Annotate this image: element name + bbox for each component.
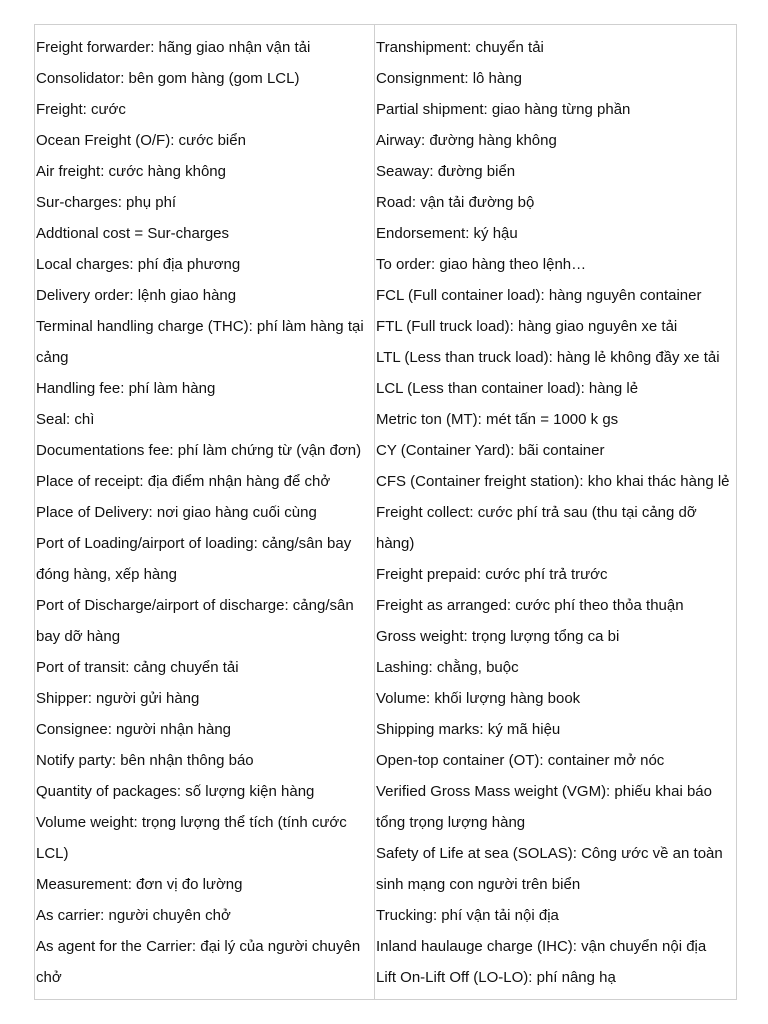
glossary-entry: Trucking: phí vận tải nội địa	[376, 907, 559, 924]
glossary-entry: Place of Delivery: nơi giao hàng cuối cùng	[36, 504, 317, 521]
glossary-entry: Freight forwarder: hãng giao nhận vận tải	[36, 39, 311, 56]
glossary-entry: Local charges: phí địa phương	[36, 256, 241, 273]
glossary-entry: Lift On-Lift Off (LO-LO): phí nâng hạ	[376, 969, 616, 986]
glossary-entry: Freight collect: cước phí trả sau (thu tại cảng dỡ hàng)	[376, 504, 697, 552]
glossary-entry: As carrier: người chuyên chở	[36, 907, 231, 924]
glossary-entry: LTL (Less than truck load): hàng lẻ không đầy xe tải	[376, 349, 720, 366]
glossary-entry: Transhipment: chuyển tải	[376, 39, 544, 56]
glossary-entry: LCL (Less than container load): hàng lẻ	[376, 380, 639, 397]
glossary-entry: Seal: chì	[36, 411, 95, 428]
glossary-entry: Handling fee: phí làm hàng	[36, 380, 216, 397]
glossary-entry: Volume: khối lượng hàng book	[376, 690, 581, 707]
glossary-entry: Port of transit: cảng chuyển tải	[36, 659, 239, 676]
glossary-entry: Shipping marks: ký mã hiệu	[376, 721, 561, 738]
glossary-entry: Delivery order: lệnh giao hàng	[36, 287, 237, 304]
glossary-entry: As agent for the Carrier: đại lý của người chuyên chở	[36, 938, 361, 986]
glossary-entry: Notify party: bên nhận thông báo	[36, 752, 254, 769]
glossary-entry: Lashing: chằng, buộc	[376, 659, 519, 676]
glossary-entry: Freight prepaid: cước phí trả trước	[376, 566, 608, 583]
glossary-entry: Safety of Life at sea (SOLAS): Công ước về an toàn sinh mạng con người trên biển	[376, 845, 723, 893]
glossary-entry: Place of receipt: địa điểm nhận hàng để chở	[36, 473, 331, 490]
glossary-entry: Addtional cost = Sur-charges	[36, 225, 230, 242]
glossary-entry: Freight as arranged: cước phí theo thỏa thuận	[376, 597, 684, 614]
glossary-entry: Consignment: lô hàng	[376, 70, 522, 87]
glossary-entry: FTL (Full truck load): hàng giao nguyên xe tải	[376, 318, 678, 335]
glossary-entry: FCL (Full container load): hàng nguyên container	[376, 287, 702, 304]
glossary-entry: Gross weight: trọng lượng tổng ca bi	[376, 628, 620, 645]
glossary-entry: CFS (Container freight station): kho khai thác hàng lẻ	[376, 473, 730, 490]
glossary-entry: Metric ton (MT): mét tấn = 1000 k gs	[376, 411, 619, 428]
glossary-entry: Verified Gross Mass weight (VGM): phiếu khai báo tổng trọng lượng hàng	[376, 783, 712, 831]
glossary-entry: Documentations fee: phí làm chứng từ (vận đơn)	[36, 442, 362, 459]
glossary-entry: Seaway: đường biển	[376, 163, 516, 180]
glossary-entry: Port of Discharge/airport of discharge: cảng/sân bay dỡ hàng	[36, 597, 354, 645]
glossary-left-column	[35, 25, 375, 999]
glossary-entry: Inland haulauge charge (IHC): vận chuyển nội địa	[376, 938, 707, 955]
glossary-right-column	[375, 25, 736, 999]
glossary-entry: Measurement: đơn vị đo lường	[36, 876, 243, 893]
glossary-entry: CY (Container Yard): bãi container	[376, 442, 605, 459]
glossary-entry: Port of Loading/airport of loading: cảng/sân bay đóng hàng, xếp hàng	[36, 535, 352, 583]
glossary-entry: Road: vận tải đường bộ	[376, 194, 535, 211]
glossary-entry: Consignee: người nhận hàng	[36, 721, 232, 738]
glossary-entry: Shipper: người gửi hàng	[36, 690, 200, 707]
glossary-entry: Air freight: cước hàng không	[36, 163, 226, 180]
glossary-entry: Freight: cước	[36, 101, 126, 118]
glossary-entry: Open-top container (OT): container mở nóc	[376, 752, 665, 769]
glossary-entry: Terminal handling charge (THC): phí làm hàng tại cảng	[36, 318, 364, 366]
glossary-entry: Quantity of packages: số lượng kiện hàng	[36, 783, 315, 800]
glossary-entry: Volume weight: trọng lượng thể tích (tính cước LCL)	[36, 814, 347, 862]
glossary-entry: Airway: đường hàng không	[376, 132, 557, 149]
glossary-entry: Endorsement: ký hậu	[376, 225, 518, 242]
glossary-entry: Consolidator: bên gom hàng (gom LCL)	[36, 70, 300, 87]
glossary-entry: To order: giao hàng theo lệnh…	[376, 256, 587, 273]
glossary-table	[34, 24, 737, 1000]
glossary-entry: Sur-charges: phụ phí	[36, 194, 177, 211]
glossary-entry: Ocean Freight (O/F): cước biển	[36, 132, 246, 149]
glossary-entry: Partial shipment: giao hàng từng phần	[376, 101, 631, 118]
